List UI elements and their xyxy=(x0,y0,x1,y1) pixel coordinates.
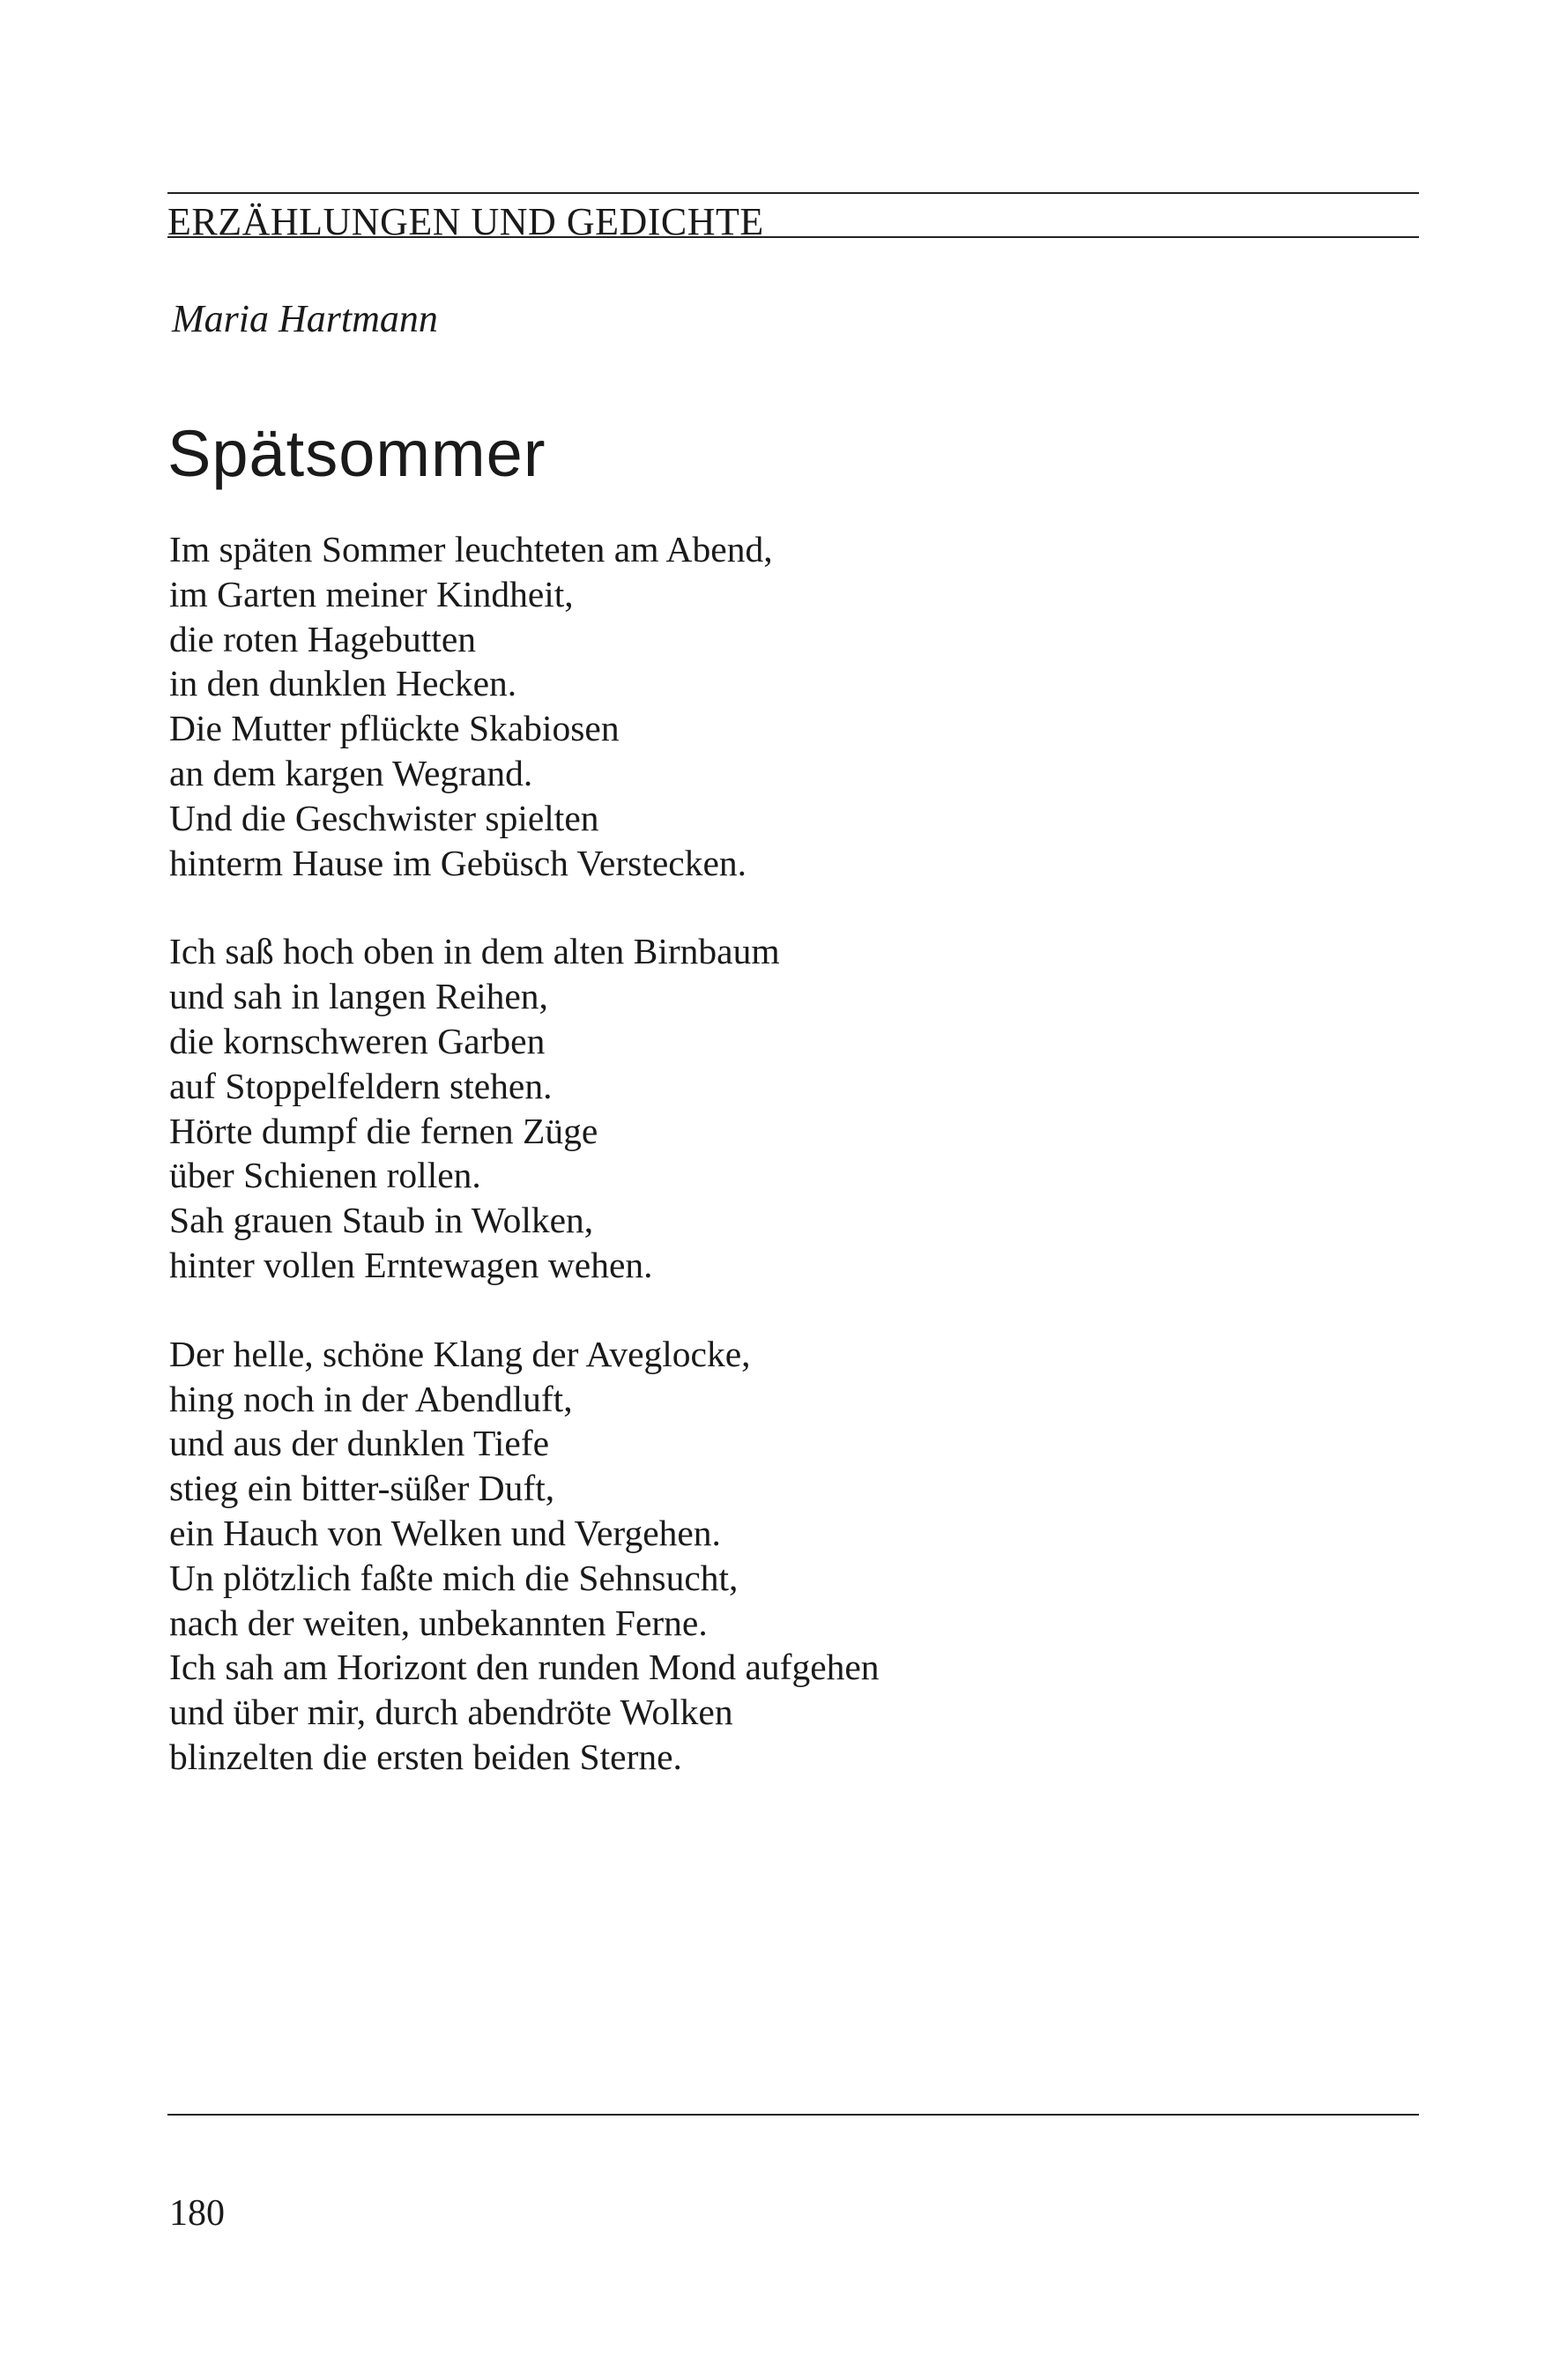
poem-line: die kornschweren Garben xyxy=(169,1020,546,1061)
poem-line: und sah in langen Reihen, xyxy=(169,976,548,1017)
poem-body xyxy=(169,527,1421,1824)
poem-line: blinzelten die ersten beiden Sterne. xyxy=(169,1736,682,1777)
poem-line: ein Hauch von Welken und Vergehen. xyxy=(169,1512,721,1553)
poem-line: die roten Hagebutten xyxy=(169,618,477,659)
poem-line: Im späten Sommer leuchteten am Abend, xyxy=(169,529,773,569)
section-header xyxy=(167,192,1419,243)
poem-line: Un plötzlich faßte mich die Sehnsucht, xyxy=(169,1557,739,1598)
poem-line: Hörte dumpf die fernen Züge xyxy=(169,1110,598,1151)
poem-line: hing noch in der Abendluft, xyxy=(169,1378,573,1419)
poem-line: hinter vollen Erntewagen wehen. xyxy=(169,1244,653,1285)
poem-line: Ich sah am Horizont den runden Mond aufgehen xyxy=(169,1647,880,1688)
poem-line: Ich saß hoch oben in dem alten Birnbaum xyxy=(169,931,780,972)
poem-line: im Garten meiner Kindheit, xyxy=(169,573,574,614)
stanza-3 xyxy=(169,1332,1421,1780)
stanza-2 xyxy=(169,929,1421,1287)
poem-line: Sah grauen Staub in Wolken, xyxy=(169,1200,594,1241)
poem-line: in den dunklen Hecken. xyxy=(169,663,517,704)
poem-line: nach der weiten, unbekannten Ferne. xyxy=(169,1602,708,1643)
page-number: 180 xyxy=(169,2193,225,2234)
author-name: Maria Hartmann xyxy=(172,297,438,340)
poem-line: Die Mutter pflückte Skabiosen xyxy=(169,708,620,749)
poem-line: und aus der dunklen Tiefe xyxy=(169,1423,550,1464)
poem-line: über Schienen rollen. xyxy=(169,1155,481,1196)
stanza-1 xyxy=(169,527,1421,885)
footer-rule xyxy=(167,2114,1419,2116)
poem-line: Der helle, schöne Klang der Aveglocke, xyxy=(169,1333,751,1374)
poem-line: auf Stoppelfeldern stehen. xyxy=(169,1065,553,1106)
poem-line: hinterm Hause im Gebüsch Verstecken. xyxy=(169,842,747,883)
poem-line: stieg ein bitter-süßer Duft, xyxy=(169,1468,555,1509)
section-title: ERZÄHLUNGEN UND GEDICHTE xyxy=(167,200,764,243)
poem-line: und über mir, durch abendröte Wolken xyxy=(169,1692,733,1733)
poem-line: an dem kargen Wegrand. xyxy=(169,752,533,793)
poem-line: Und die Geschwister spielten xyxy=(169,797,599,838)
poem-title: Spätsommer xyxy=(167,417,546,490)
